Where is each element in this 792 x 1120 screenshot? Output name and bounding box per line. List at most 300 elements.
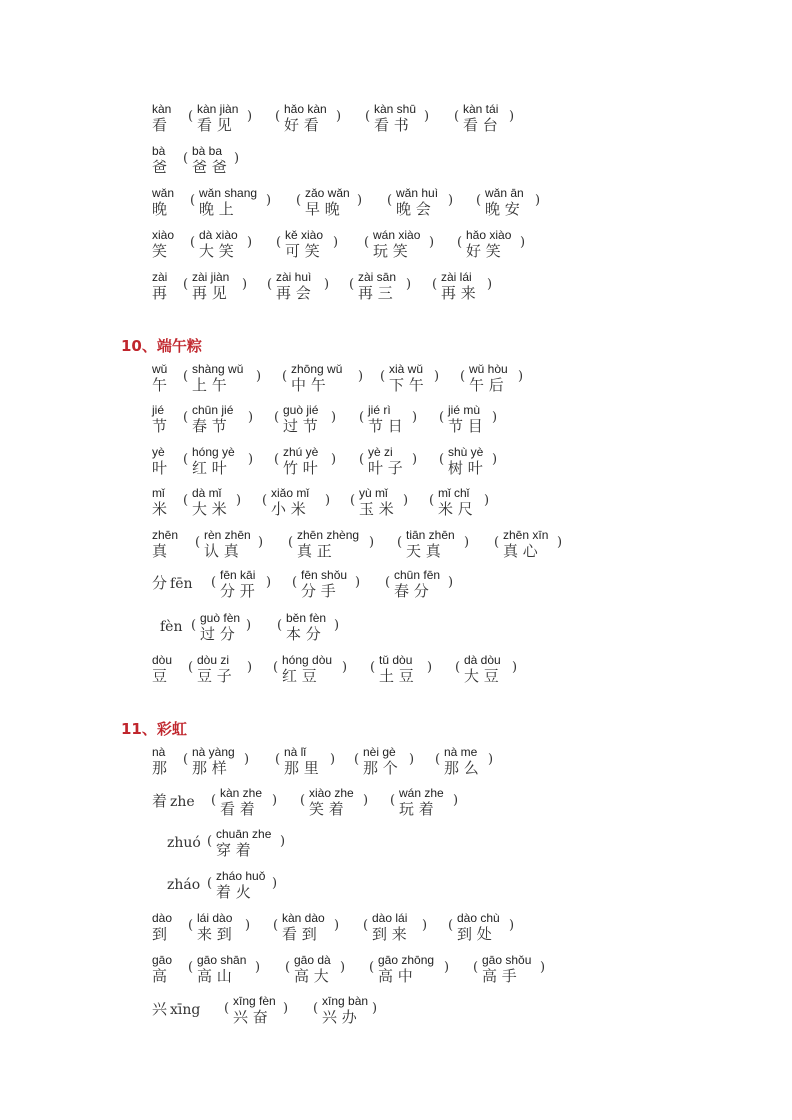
open-paren: ( xyxy=(188,918,194,933)
close-paren: ) xyxy=(509,918,515,933)
open-paren: ( xyxy=(207,834,213,849)
entry-pinyin: kàn xyxy=(152,102,172,116)
word-hanzi: 晚 会 xyxy=(396,200,431,218)
word-hanzi: 真 心 xyxy=(503,542,538,560)
close-paren: ) xyxy=(258,535,264,550)
word-pinyin: chūn fēn xyxy=(394,568,441,582)
entry-hanzi: 再 xyxy=(152,284,168,302)
word-pinyin: zháo huǒ xyxy=(216,869,266,883)
word-pinyin: dà dòu xyxy=(464,653,501,667)
word-pinyin: xīng bàn xyxy=(322,994,369,1008)
word-hanzi: 红 叶 xyxy=(192,459,227,477)
entry-pinyin: wǔ xyxy=(152,362,168,376)
close-paren: ) xyxy=(424,109,430,124)
word-pinyin: dà mǐ xyxy=(192,486,222,500)
close-paren: ) xyxy=(369,535,375,550)
word-pinyin: fēn shǒu xyxy=(301,568,348,582)
close-paren: ) xyxy=(266,193,272,208)
entry-pinyin: xiào xyxy=(152,228,175,242)
word-pinyin: hǎo xiào xyxy=(466,228,512,242)
close-paren: ) xyxy=(325,493,331,508)
word-hanzi: 春 分 xyxy=(394,582,429,600)
open-paren: ( xyxy=(277,618,283,633)
word-pinyin: guò fèn xyxy=(200,611,241,625)
open-paren: ( xyxy=(448,918,454,933)
close-paren: ) xyxy=(248,452,254,467)
word-hanzi: 玩 着 xyxy=(399,800,434,818)
word-hanzi: 分 开 xyxy=(220,582,255,600)
open-paren: ( xyxy=(494,535,500,550)
open-paren: ( xyxy=(211,575,217,590)
close-paren: ) xyxy=(355,575,361,590)
word-pinyin: rèn zhēn xyxy=(204,528,251,542)
open-paren: ( xyxy=(262,493,268,508)
open-paren: ( xyxy=(207,876,213,891)
entry-pinyin: zhe xyxy=(170,794,195,810)
word-pinyin: yù mǐ xyxy=(359,486,388,500)
word-pinyin: dà xiào xyxy=(199,228,238,242)
word-pinyin: gāo zhōng xyxy=(378,953,435,967)
word-hanzi: 大 米 xyxy=(192,500,227,518)
open-paren: ( xyxy=(190,193,196,208)
open-paren: ( xyxy=(363,918,369,933)
word-hanzi: 晚 安 xyxy=(485,200,520,218)
close-paren: ) xyxy=(406,277,412,292)
close-paren: ) xyxy=(487,277,493,292)
word-pinyin: hóng yè xyxy=(192,445,235,459)
open-paren: ( xyxy=(429,493,435,508)
close-paren: ) xyxy=(244,752,250,767)
close-paren: ) xyxy=(246,618,252,633)
open-paren: ( xyxy=(300,793,306,808)
word-hanzi: 爸 爸 xyxy=(192,158,227,176)
open-paren: ( xyxy=(188,109,194,124)
word-hanzi: 再 三 xyxy=(358,284,393,302)
word-pinyin: lái dào xyxy=(197,911,233,925)
entry-hanzi: 叶 xyxy=(152,459,168,477)
word-pinyin: wǎn ān xyxy=(485,186,524,200)
close-paren: ) xyxy=(272,876,278,891)
open-paren: ( xyxy=(350,493,356,508)
open-paren: ( xyxy=(435,752,441,767)
word-hanzi: 高 手 xyxy=(482,967,517,985)
entry-hanzi: 高 xyxy=(152,967,168,985)
entry-hanzi: 节 xyxy=(152,417,168,435)
open-paren: ( xyxy=(313,1001,319,1016)
close-paren: ) xyxy=(333,235,339,250)
close-paren: ) xyxy=(255,960,261,975)
word-hanzi: 再 见 xyxy=(192,284,227,302)
entry-inline xyxy=(157,618,182,636)
word-pinyin: dào lái xyxy=(372,911,408,925)
close-paren: ) xyxy=(412,452,418,467)
word-hanzi: 米 尺 xyxy=(438,500,473,518)
close-paren: ) xyxy=(484,493,490,508)
word-pinyin: bà ba xyxy=(192,144,223,158)
word-hanzi: 小 米 xyxy=(271,500,306,518)
close-paren: ) xyxy=(245,918,251,933)
entry-pinyin: mǐ xyxy=(152,486,165,500)
word-hanzi: 过 分 xyxy=(200,625,235,643)
word-hanzi: 那 个 xyxy=(363,759,398,777)
open-paren: ( xyxy=(282,369,288,384)
open-paren: ( xyxy=(476,193,482,208)
word-hanzi: 再 来 xyxy=(441,284,476,302)
open-paren: ( xyxy=(188,660,194,675)
word-pinyin: tiān zhēn xyxy=(406,528,455,542)
entry-pinyin: yè xyxy=(152,445,165,459)
word-hanzi: 叶 子 xyxy=(368,459,403,477)
close-paren: ) xyxy=(429,235,435,250)
open-paren: ( xyxy=(359,410,365,425)
open-paren: ( xyxy=(224,1001,230,1016)
entry-pinyin: zhuó xyxy=(167,835,201,851)
entry-pinyin: wǎn xyxy=(152,186,175,200)
entry-pinyin: fēn xyxy=(170,576,193,592)
open-paren: ( xyxy=(292,575,298,590)
word-hanzi: 本 分 xyxy=(286,625,321,643)
close-paren: ) xyxy=(247,660,253,675)
word-pinyin: wán zhe xyxy=(399,786,444,800)
close-paren: ) xyxy=(488,752,494,767)
close-paren: ) xyxy=(444,960,450,975)
word-pinyin: yè zi xyxy=(368,445,393,459)
close-paren: ) xyxy=(256,369,262,384)
open-paren: ( xyxy=(274,452,280,467)
open-paren: ( xyxy=(183,151,189,166)
entry-inline xyxy=(152,793,195,811)
word-pinyin: kàn tái xyxy=(463,102,499,116)
open-paren: ( xyxy=(276,235,282,250)
word-pinyin: wǎn huì xyxy=(396,186,439,200)
close-paren: ) xyxy=(557,535,563,550)
word-hanzi: 那 里 xyxy=(284,759,319,777)
entry-inline xyxy=(164,834,201,852)
word-hanzi: 认 真 xyxy=(204,542,239,560)
word-pinyin: wǔ hòu xyxy=(469,362,508,376)
word-hanzi: 那 么 xyxy=(444,759,479,777)
open-paren: ( xyxy=(274,410,280,425)
open-paren: ( xyxy=(267,277,273,292)
close-paren: ) xyxy=(448,193,454,208)
open-paren: ( xyxy=(195,535,201,550)
close-paren: ) xyxy=(464,535,470,550)
entry-hanzi: 米 xyxy=(152,500,168,518)
close-paren: ) xyxy=(331,410,337,425)
open-paren: ( xyxy=(354,752,360,767)
word-pinyin: shàng wǔ xyxy=(192,362,244,376)
word-hanzi: 兴 奋 xyxy=(233,1008,268,1026)
word-pinyin: kàn dào xyxy=(282,911,325,925)
word-hanzi: 晚 上 xyxy=(199,200,234,218)
word-pinyin: kàn zhe xyxy=(220,786,263,800)
word-pinyin: dòu zi xyxy=(197,653,230,667)
close-paren: ) xyxy=(363,793,369,808)
close-paren: ) xyxy=(283,1001,289,1016)
word-hanzi: 看 着 xyxy=(220,800,255,818)
close-paren: ) xyxy=(248,410,254,425)
word-pinyin: gāo shǒu xyxy=(482,953,532,967)
entry-pinyin: zháo xyxy=(167,877,201,893)
entry-inline xyxy=(152,575,193,593)
entry-hanzi: 到 xyxy=(152,925,168,943)
word-hanzi: 看 见 xyxy=(197,116,232,134)
word-hanzi: 再 会 xyxy=(276,284,311,302)
close-paren: ) xyxy=(272,793,278,808)
word-pinyin: fēn kāi xyxy=(220,568,256,582)
word-hanzi: 笑 着 xyxy=(309,800,344,818)
word-hanzi: 午 后 xyxy=(469,376,504,394)
open-paren: ( xyxy=(380,369,386,384)
open-paren: ( xyxy=(275,109,281,124)
close-paren: ) xyxy=(234,151,240,166)
word-hanzi: 下 午 xyxy=(389,376,424,394)
open-paren: ( xyxy=(457,235,463,250)
open-paren: ( xyxy=(349,277,355,292)
close-paren: ) xyxy=(280,834,286,849)
word-pinyin: zhú yè xyxy=(283,445,319,459)
word-hanzi: 春 节 xyxy=(192,417,227,435)
word-hanzi: 到 处 xyxy=(457,925,492,943)
close-paren: ) xyxy=(334,918,340,933)
open-paren: ( xyxy=(359,452,365,467)
close-paren: ) xyxy=(427,660,433,675)
close-paren: ) xyxy=(448,575,454,590)
word-hanzi: 中 午 xyxy=(291,376,326,394)
word-hanzi: 可 笑 xyxy=(285,242,320,260)
open-paren: ( xyxy=(191,618,197,633)
word-pinyin: hǎo kàn xyxy=(284,102,327,116)
word-hanzi: 看 到 xyxy=(282,925,317,943)
word-hanzi: 高 中 xyxy=(378,967,413,985)
open-paren: ( xyxy=(190,235,196,250)
entry-hanzi: 爸 xyxy=(152,158,168,176)
word-hanzi: 土 豆 xyxy=(379,667,414,685)
close-paren: ) xyxy=(535,193,541,208)
word-pinyin: zài huì xyxy=(276,270,312,284)
close-paren: ) xyxy=(512,660,518,675)
word-hanzi: 到 来 xyxy=(372,925,407,943)
word-hanzi: 节 日 xyxy=(368,417,403,435)
entry-pinyin: bà xyxy=(152,144,166,158)
word-pinyin: běn fèn xyxy=(286,611,327,625)
word-pinyin: zhēn zhèng xyxy=(297,528,360,542)
word-hanzi: 兴 办 xyxy=(322,1008,357,1026)
entry-hanzi: 豆 xyxy=(152,667,168,685)
entry-pinyin: xīng xyxy=(170,1002,201,1018)
entry-inline xyxy=(164,876,200,894)
entry-hanzi: 着 xyxy=(152,792,168,810)
open-paren: ( xyxy=(285,960,291,975)
close-paren: ) xyxy=(336,109,342,124)
word-hanzi: 那 样 xyxy=(192,759,227,777)
entry-hanzi: 真 xyxy=(152,542,168,560)
word-hanzi: 红 豆 xyxy=(282,667,317,685)
word-hanzi: 高 山 xyxy=(197,967,232,985)
word-pinyin: kàn shū xyxy=(374,102,417,116)
close-paren: ) xyxy=(358,369,364,384)
close-paren: ) xyxy=(357,193,363,208)
word-pinyin: wǎn shang xyxy=(199,186,258,200)
section-title-10: 10、端午粽 xyxy=(121,337,202,355)
word-pinyin: chuān zhe xyxy=(216,827,272,841)
word-pinyin: hóng dòu xyxy=(282,653,333,667)
word-hanzi: 来 到 xyxy=(197,925,232,943)
word-pinyin: nèi gè xyxy=(363,745,396,759)
close-paren: ) xyxy=(520,235,526,250)
entry-pinyin: dào xyxy=(152,911,173,925)
word-hanzi: 上 午 xyxy=(192,376,227,394)
word-pinyin: zǎo wǎn xyxy=(305,186,350,200)
close-paren: ) xyxy=(331,452,337,467)
close-paren: ) xyxy=(509,109,515,124)
close-paren: ) xyxy=(409,752,415,767)
word-pinyin: jié rì xyxy=(368,403,391,417)
word-pinyin: xīng fèn xyxy=(233,994,276,1008)
open-paren: ( xyxy=(183,752,189,767)
open-paren: ( xyxy=(365,109,371,124)
entry-hanzi: 看 xyxy=(152,116,168,134)
word-hanzi: 天 真 xyxy=(406,542,441,560)
open-paren: ( xyxy=(183,493,189,508)
word-pinyin: dào chù xyxy=(457,911,500,925)
entry-pinyin: fèn xyxy=(160,619,183,635)
entry-pinyin: zài xyxy=(152,270,168,284)
close-paren: ) xyxy=(540,960,546,975)
close-paren: ) xyxy=(342,660,348,675)
word-hanzi: 高 大 xyxy=(294,967,329,985)
entry-pinyin: zhēn xyxy=(152,528,179,542)
close-paren: ) xyxy=(330,752,336,767)
close-paren: ) xyxy=(242,277,248,292)
open-paren: ( xyxy=(183,452,189,467)
open-paren: ( xyxy=(288,535,294,550)
word-pinyin: nà me xyxy=(444,745,478,759)
word-hanzi: 树 叶 xyxy=(448,459,483,477)
entry-pinyin: nà xyxy=(152,745,166,759)
word-pinyin: gāo shān xyxy=(197,953,247,967)
open-paren: ( xyxy=(275,752,281,767)
word-pinyin: wán xiào xyxy=(373,228,421,242)
entry-hanzi: 那 xyxy=(152,759,168,777)
word-pinyin: kàn jiàn xyxy=(197,102,239,116)
word-hanzi: 节 目 xyxy=(448,417,483,435)
word-pinyin: tǔ dòu xyxy=(379,653,413,667)
open-paren: ( xyxy=(432,277,438,292)
section-title-11: 11、彩虹 xyxy=(121,720,187,738)
close-paren: ) xyxy=(518,369,524,384)
word-hanzi: 分 手 xyxy=(301,582,336,600)
close-paren: ) xyxy=(247,109,253,124)
entry-hanzi: 兴 xyxy=(152,1000,168,1018)
open-paren: ( xyxy=(439,452,445,467)
open-paren: ( xyxy=(296,193,302,208)
entry-pinyin: dòu xyxy=(152,653,173,667)
word-pinyin: shù yè xyxy=(448,445,484,459)
close-paren: ) xyxy=(492,410,498,425)
close-paren: ) xyxy=(403,493,409,508)
open-paren: ( xyxy=(211,793,217,808)
close-paren: ) xyxy=(340,960,346,975)
close-paren: ) xyxy=(324,277,330,292)
entry-hanzi: 笑 xyxy=(152,242,168,260)
word-pinyin: zài jiàn xyxy=(192,270,230,284)
open-paren: ( xyxy=(369,960,375,975)
open-paren: ( xyxy=(455,660,461,675)
word-pinyin: zhēn xīn xyxy=(503,528,549,542)
entry-hanzi: 午 xyxy=(152,376,168,394)
word-hanzi: 玩 笑 xyxy=(373,242,408,260)
word-pinyin: xià wǔ xyxy=(389,362,424,376)
word-pinyin: mǐ chǐ xyxy=(438,486,470,500)
word-hanzi: 大 笑 xyxy=(199,242,234,260)
word-hanzi: 真 正 xyxy=(297,542,332,560)
close-paren: ) xyxy=(247,235,253,250)
word-pinyin: nà yàng xyxy=(192,745,235,759)
close-paren: ) xyxy=(372,1001,378,1016)
open-paren: ( xyxy=(188,960,194,975)
word-pinyin: zài sān xyxy=(358,270,397,284)
open-paren: ( xyxy=(387,193,393,208)
word-hanzi: 好 看 xyxy=(284,116,319,134)
word-hanzi: 早 晚 xyxy=(305,200,340,218)
close-paren: ) xyxy=(334,618,340,633)
entry-hanzi: 分 xyxy=(152,574,168,592)
entry-inline xyxy=(152,1001,200,1019)
open-paren: ( xyxy=(385,575,391,590)
close-paren: ) xyxy=(422,918,428,933)
open-paren: ( xyxy=(183,410,189,425)
word-pinyin: jié mù xyxy=(448,403,481,417)
open-paren: ( xyxy=(454,109,460,124)
entry-hanzi: 晚 xyxy=(152,200,168,218)
close-paren: ) xyxy=(266,575,272,590)
word-hanzi: 着 火 xyxy=(216,883,251,901)
open-paren: ( xyxy=(364,235,370,250)
open-paren: ( xyxy=(460,369,466,384)
word-pinyin: xiǎo mǐ xyxy=(271,486,310,500)
open-paren: ( xyxy=(439,410,445,425)
word-hanzi: 竹 叶 xyxy=(283,459,318,477)
open-paren: ( xyxy=(273,918,279,933)
open-paren: ( xyxy=(397,535,403,550)
word-hanzi: 看 书 xyxy=(374,116,409,134)
word-pinyin: zhōng wǔ xyxy=(291,362,343,376)
word-hanzi: 看 台 xyxy=(463,116,498,134)
entry-pinyin: jié xyxy=(152,403,165,417)
word-pinyin: nà lǐ xyxy=(284,745,307,759)
word-pinyin: kě xiào xyxy=(285,228,324,242)
word-pinyin: gāo dà xyxy=(294,953,331,967)
word-hanzi: 好 笑 xyxy=(466,242,501,260)
open-paren: ( xyxy=(183,369,189,384)
close-paren: ) xyxy=(412,410,418,425)
open-paren: ( xyxy=(183,277,189,292)
word-pinyin: zài lái xyxy=(441,270,472,284)
word-hanzi: 穿 着 xyxy=(216,841,251,859)
open-paren: ( xyxy=(390,793,396,808)
close-paren: ) xyxy=(492,452,498,467)
word-hanzi: 大 豆 xyxy=(464,667,499,685)
open-paren: ( xyxy=(473,960,479,975)
close-paren: ) xyxy=(236,493,242,508)
word-pinyin: guò jié xyxy=(283,403,319,417)
close-paren: ) xyxy=(434,369,440,384)
word-hanzi: 玉 米 xyxy=(359,500,394,518)
word-hanzi: 过 节 xyxy=(283,417,318,435)
word-pinyin: xiào zhe xyxy=(309,786,354,800)
word-hanzi: 豆 子 xyxy=(197,667,232,685)
